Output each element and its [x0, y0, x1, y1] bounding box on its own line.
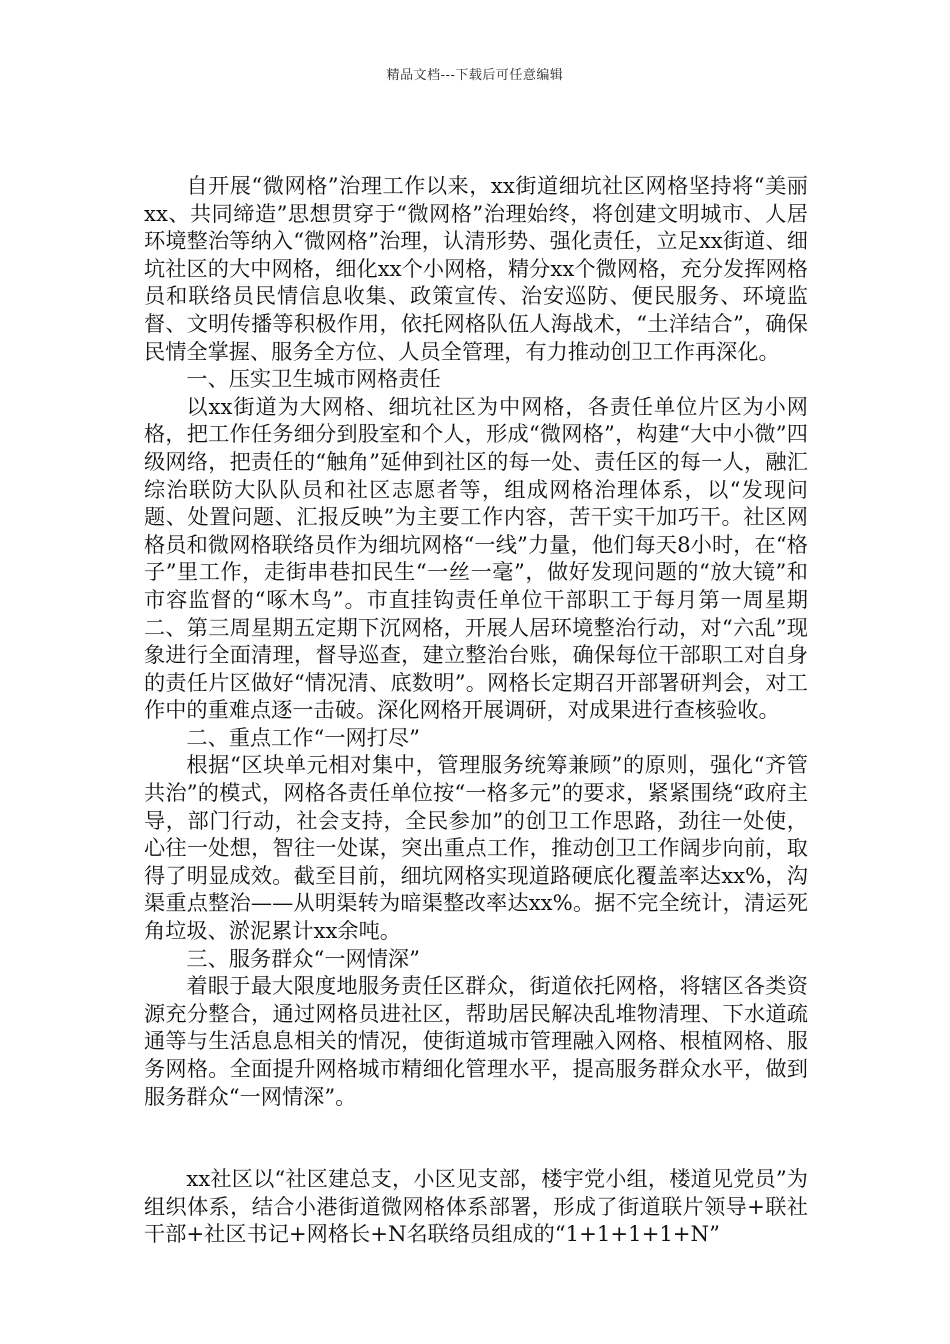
section-1-paragraph: 以xx街道为大网格、细坑社区为中网格，各责任单位片区为小网格，把工作任务细分到股室和个人，形成“微网格”，构建“大中小微”四级网络，把责任的“触角”延伸到社区的每一处、责任区的每一人，融汇综治联防大队队员和社区志愿者等，组成网格治理体系，以“发现问题、处置问题、汇报反映”为主要工作内容，苦干实干加巧干。社区网格员和微网格联络员作为细坑网格“一线”力量，他们每天8小时，在“格子”里工作，走街串巷扣民生“一丝一毫”，做好发现问题的“放大镜”和市容监督的“啄木鸟”。市直挂钩责任单位干部职工于每月第一周星期二、第三周星期五定期下沉网格，开展人居环境整治行动，对“六乱”现象进行全面清理，督导巡查，建立整治台账，确保每位干部职工对自身的责任片区做好“情况清、底数明”。网格长定期召开部署研判会，对工作中的重难点逐一击破。深化网格开展调研，对成果进行查核验收。 [144, 393, 808, 723]
section-3-paragraph: 着眼于最大限度地服务责任区群众，街道依托网格，将辖区各类资源充分整合，通过网格员进社区，帮助居民解决乱堆物清理、下水道疏通等与生活息息相关的情况，使街道城市管理融入网格、根植网格、服务网格。全面提升网格城市精细化管理水平，提高服务群众水平，做到服务群众“一网情深”。 [144, 973, 808, 1109]
page-header: 精品文档---下载后可任意编辑 [386, 68, 564, 83]
document-body [144, 172, 808, 1248]
section-2-paragraph: 根据“区块单元相对集中，管理服务统筹兼顾”的原则，强化“齐管共治”的模式，网格各责任单位按“一格多元”的要求，紧紧围绕“政府主导，部门行动，社会支持，全民参加”的创卫工作思路，劲往一处使，心往一处想，智往一处谋，突出重点工作，推动创卫工作阔步向前，取得了明显成效。截至目前，细坑网格实现道路硬底化覆盖率达xx%，沟渠重点整治——从明渠转为暗渠整改率达xx%。据不完全统计，清运死角垃圾、淤泥累计xx余吨。 [144, 752, 808, 944]
intro-paragraph: 自开展“微网格”治理工作以来，xx街道细坑社区网格坚持将“美丽xx、共同缔造”思想贯穿于“微网格”治理始终，将创建文明城市、人居环境整治等纳入“微网格”治理，认清形势、强化责任，立足xx街道、细坑社区的大中网格，细化xx个小网格，精分xx个微网格，充分发挥网格员和联络员民情信息收集、政策宣传、治安巡防、便民服务、环境监督、文明传播等积极作用，依托网格队伍人海战术，“土洋结合”，确保民情全掌握、服务全方位、人员全管理，有力推动创卫工作再深化。 [144, 173, 808, 364]
section-2-heading: 二、重点工作“一网打尽” [186, 724, 420, 750]
section-1-heading: 一、压实卫生城市网格责任 [186, 366, 441, 392]
section-3-heading: 三、服务群众“一网情深” [186, 945, 420, 971]
continuation-paragraph: xx社区以“社区建总支，小区见支部，楼宇党小组，楼道见党员”为组织体系，结合小港街道微网格体系部署，形成了街道联片领导+联社干部+社区书记+网格长+N名联络员组成的“1+1+1+1+N” [144, 1166, 808, 1247]
paragraph-gap [144, 1110, 808, 1165]
